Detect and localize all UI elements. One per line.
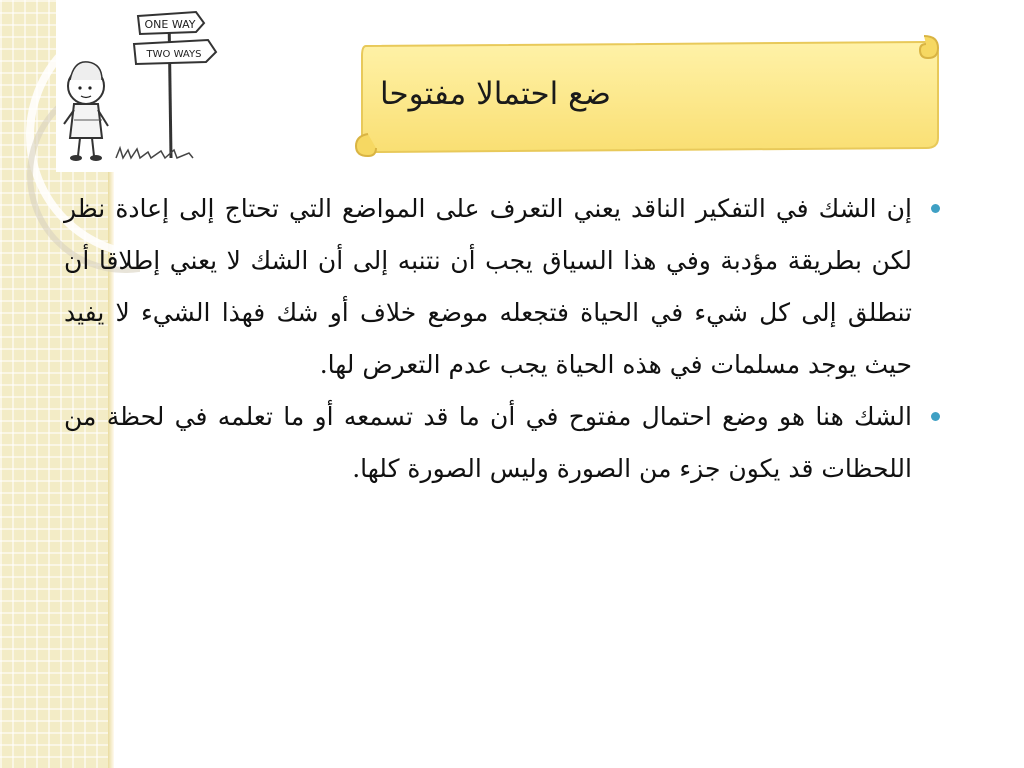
bullet-text: إن الشك في التفكير الناقد يعني التعرف على المواضع التي تحتاج إلى إعادة نظر لكن بطريقة مؤدبة وفي هذا السياق يجب أن نتنبه إلى أن الشك لا يعني إطلاقا أن تنطلق إلى كل شيء في الحياة فتجعله موضع خلاف أو شك فهذا الشيء لا يفيد حيث يوجد مسلمات في هذه الحياة يجب عدم التعرض لها.	[64, 194, 912, 379]
cartoon-image	[56, 0, 224, 172]
slide-title: ضع احتمالا مفتوحا	[380, 76, 611, 112]
bullet-text: الشك هنا هو وضع احتمال مفتوح في أن ما قد تسمعه أو ما تعلمه في لحظة من اللحظات قد يكون جزء من الصورة وليس الصورة كلها.	[64, 402, 912, 483]
sign-one-way: ONE WAY	[144, 18, 196, 31]
bullet-dot-icon	[931, 412, 940, 421]
bullet-item	[64, 391, 940, 495]
bullet-list	[64, 183, 940, 495]
sign-two-ways: TWO WAYS	[146, 49, 202, 60]
bullet-dot-icon	[931, 204, 940, 213]
bullet-item	[64, 183, 940, 391]
